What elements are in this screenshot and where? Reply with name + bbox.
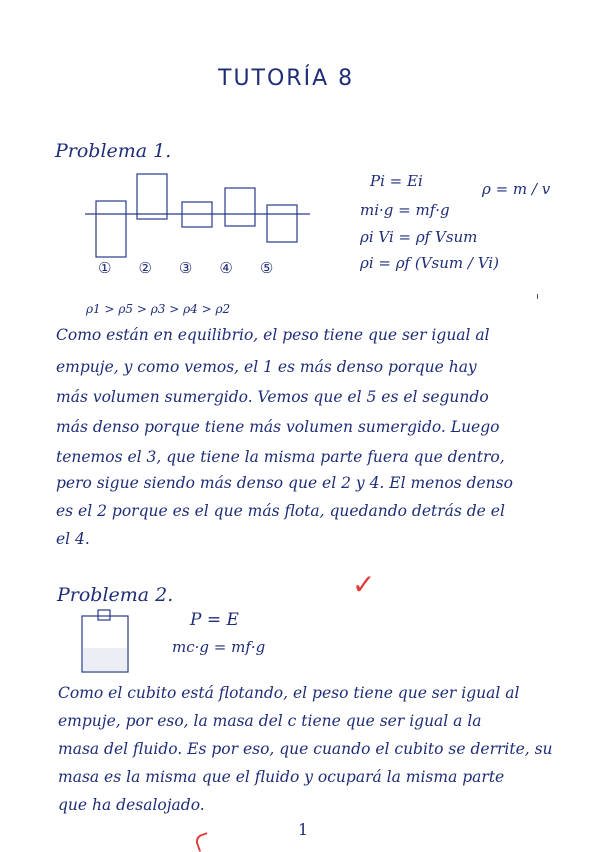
block-5 xyxy=(267,205,297,242)
fluid-fill xyxy=(83,648,127,671)
block-label-3: ③ xyxy=(178,259,220,277)
block-label-1: ① xyxy=(98,259,139,277)
ice-cube xyxy=(98,610,110,620)
p2-text-line: Como el cubito está flotando, el peso tiene que ser igual al xyxy=(58,684,520,702)
check-mark-icon: ✓ xyxy=(352,568,376,601)
p1-text-line: empuje, y como vemos, el 1 es más denso porque hay xyxy=(56,358,477,376)
formula-p2-equilibrium: P = E xyxy=(190,610,239,630)
block-labels xyxy=(98,259,300,277)
p1-text-line: es el 2 porque es el que más flota, quedando detrás de el xyxy=(56,502,505,520)
block-2 xyxy=(137,174,167,219)
block-label-2: ② xyxy=(138,259,179,277)
problem-1-heading: Problema 1. xyxy=(55,140,172,162)
formula-p2-mass: mc·g = mf·g xyxy=(172,638,266,656)
p1-text-line: el 4. xyxy=(56,530,90,548)
formula-weight-buoyancy: Pi = Ei xyxy=(370,172,423,190)
formula-density-ratio: ρi = ρf (Vsum / Vi) xyxy=(360,254,499,272)
p2-text-line: masa es la misma que el fluido y ocupará la misma parte xyxy=(58,768,505,786)
block-label-5: ⑤ xyxy=(259,259,301,277)
problem-2-heading: Problema 2. xyxy=(57,584,174,606)
formula-density-definition: ρ = m / v xyxy=(482,180,551,198)
stray-mark xyxy=(537,294,538,299)
ice-cube-diagram xyxy=(80,608,140,678)
formula-density-volume: ρi Vi = ρf Vsum xyxy=(360,228,478,246)
p2-text-line: masa del fluido. Es por eso, que cuando el cubito se derrite, su xyxy=(58,740,553,758)
block-1 xyxy=(96,201,126,257)
red-correction-mark xyxy=(194,832,213,852)
block-4 xyxy=(225,188,255,226)
p1-text-line: tenemos el 3, que tiene la misma parte fuera que dentro, xyxy=(56,448,505,466)
page-number: 1 xyxy=(298,820,309,839)
formula-mass-equality: mi·g = mf·g xyxy=(360,201,450,219)
density-order: ρ1 > ρ5 > ρ3 > ρ4 > ρ2 xyxy=(86,302,231,316)
p2-text-line: empuje, por eso, la masa del c tiene que ser igual a la xyxy=(58,712,482,730)
page-title: TUTORÍA 8 xyxy=(218,66,355,91)
block-label-4: ④ xyxy=(219,259,260,277)
p2-text-line: que ha desalojado. xyxy=(58,796,205,814)
p1-text-line: pero sigue siendo más denso que el 2 y 4. El menos denso xyxy=(56,474,513,492)
p1-text-line: más volumen sumergido. Vemos que el 5 es el segundo xyxy=(56,388,489,406)
p1-text-line: más denso porque tiene más volumen sumergido. Luego xyxy=(56,418,500,436)
p1-text-line: Como están en equilibrio, el peso tiene que ser igual al xyxy=(56,326,490,344)
